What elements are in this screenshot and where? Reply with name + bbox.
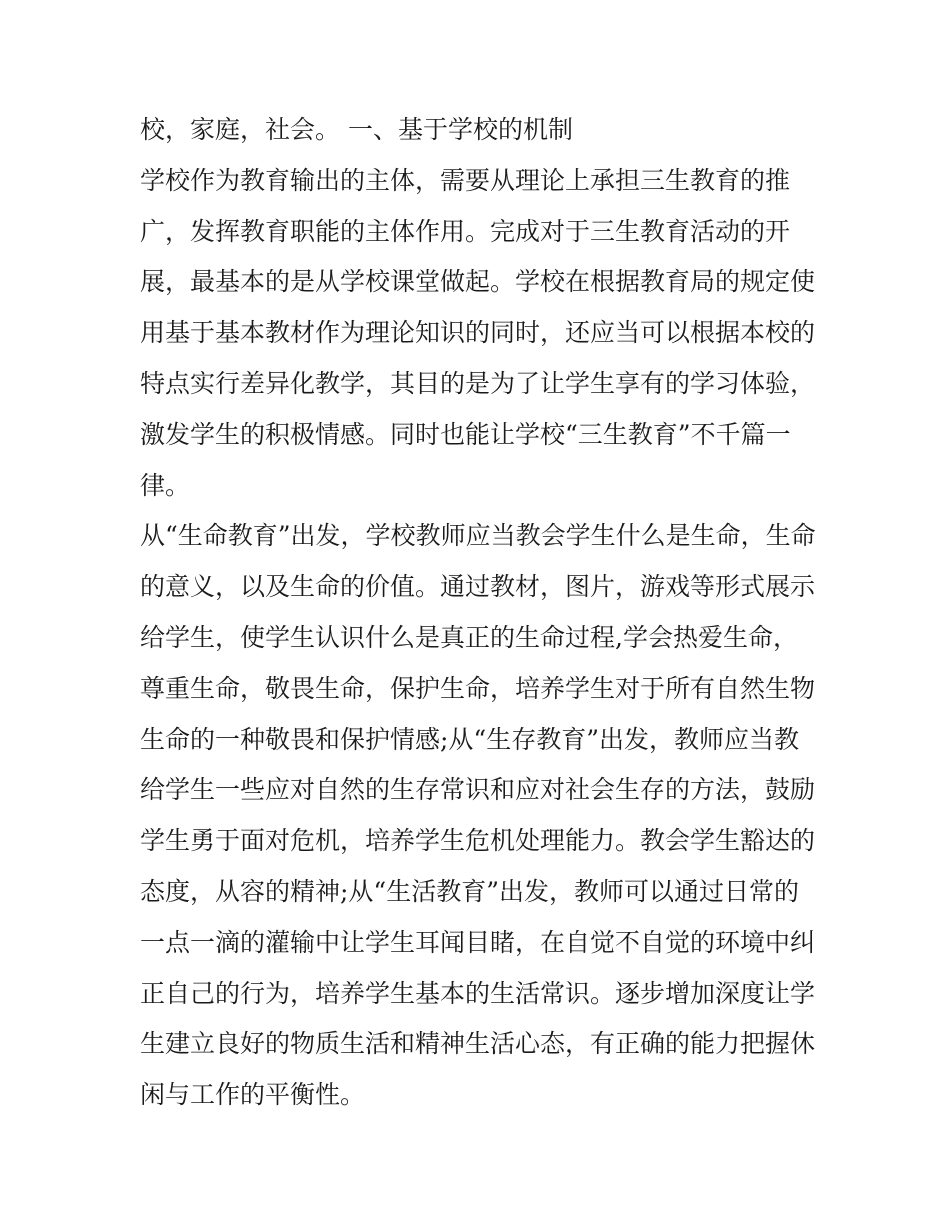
text-line: 展，最基本的是从学校课堂做起。学校在根据教育局的规定使 xyxy=(140,267,816,297)
text-line: 律。 xyxy=(140,470,191,500)
text-line: 激发学生的积极情感。同时也能让学校“三生教育”不千篇一 xyxy=(140,419,791,449)
text-line: 态度，从容的精神;从“生活教育”出发，教师可以通过日常的 xyxy=(140,876,799,906)
text-line: 特点实行差异化教学，其目的是为了让学生享有的学习体验， xyxy=(140,368,816,398)
text-line: 生建立良好的物质生活和精神生活心态，有正确的能力把握休 xyxy=(140,1029,816,1059)
text-line: 给学生，使学生认识什么是真正的生命过程,学会热爱生命， xyxy=(140,622,798,652)
text-line: 正自己的行为，培养学生基本的生活常识。逐步增加深度让学 xyxy=(140,978,816,1008)
text-line: 校，家庭，社会。 一、基于学校的机制 xyxy=(140,115,573,144)
text-line: 用基于基本教材作为理论知识的同时，还应当可以根据本校的 xyxy=(140,318,816,348)
text-line: 的意义，以及生命的价值。通过教材，图片，游戏等形式展示 xyxy=(140,572,816,602)
text-line: 广，发挥教育职能的主体作用。完成对于三生教育活动的开 xyxy=(140,216,791,246)
text-line: 学生勇于面对危机，培养学生危机处理能力。教会学生豁达的 xyxy=(140,826,816,856)
text-line: 生命的一种敬畏和保护情感;从“生存教育”出发，教师应当教 xyxy=(140,724,799,754)
document-body xyxy=(140,105,820,1121)
text-line: 给学生一些应对自然的生存常识和应对社会生存的方法，鼓励 xyxy=(140,775,816,805)
text-line: 从“生命教育”出发，学校教师应当教会学生什么是生命，生命 xyxy=(140,521,816,551)
text-line: 一点一滴的灌输中让学生耳闻目睹，在自觉不自觉的环境中纠 xyxy=(140,927,816,957)
text-line: 尊重生命，敬畏生命，保护生命，培养学生对于所有自然生物 xyxy=(140,673,816,703)
text-line: 闲与工作的平衡性。 xyxy=(140,1080,366,1110)
text-line: 学校作为教育输出的主体，需要从理论上承担三生教育的推 xyxy=(140,165,791,195)
